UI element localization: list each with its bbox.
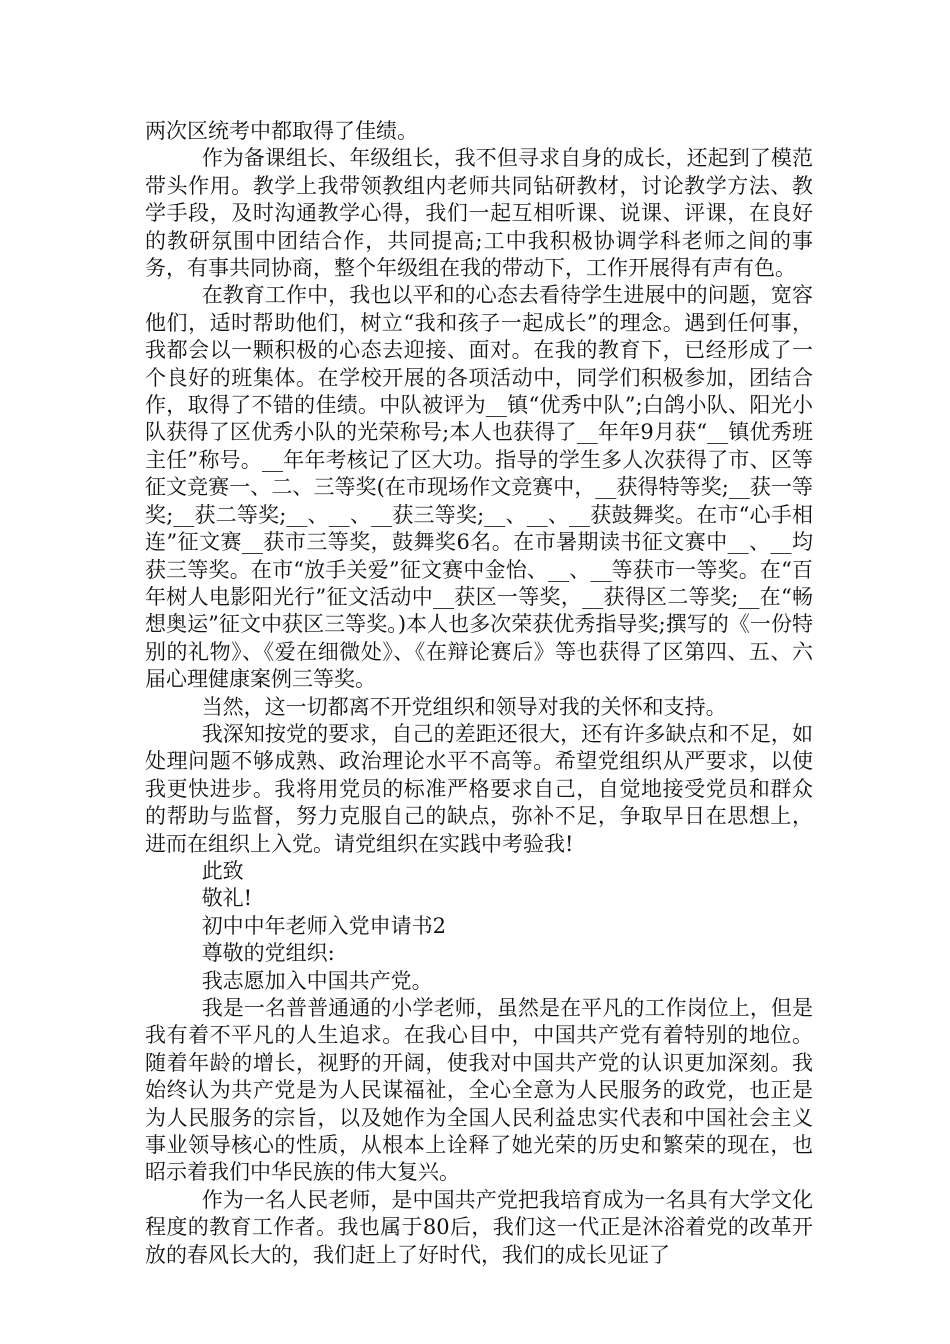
paragraph: 作为一名人民老师，是中国共产党把我培育成为一名具有大学文化程度的教育工作者。我也属于80后，我们这一代正是沐浴着党的改革开放的春风长大的，我们赶上了好时代，我们的成长见证了 [145,1187,813,1267]
paragraph: 我深知按党的要求，自己的差距还很大，还有许多缺点和不足，如处理问题不够成熟、政治理论水平不高等。希望党组织从严要求，以使我更快进步。我将用党员的标准严格要求自己，自觉地接受党员和群众的帮助与监督，努力克服自己的缺点，弥补不足，争取早日在思想上，进而在组织上入党。请党组织在实践中考验我! [145,721,813,856]
paragraph: 两次区统考中都取得了佳绩。 [145,119,418,143]
paragraph: 我是一名普普通通的小学老师，虽然是在平凡的工作岗位上，但是我有着不平凡的人生追求。在我心目中，中国共产党有着特别的地位。随着年龄的增长，视野的开阔，使我对中国共产党的认识更加深刻。我始终认为共产党是为人民谋福祉，全心全意为人民服务的政党，也正是为人民服务的宗旨，以及她作为全国人民利益忠实代表和中国社会主义事业领导核心的性质，从根本上诠释了她光荣的历史和繁荣的现在，也昭示着我们中华民族的伟大复兴。 [145,996,813,1185]
paragraph: 我志愿加入中国共产党。 [201,968,433,993]
paragraph: 当然，这一切都离不开党组织和领导对我的关怀和支持。 [201,694,727,719]
paragraph: 作为备课组长、年级组长，我不但寻求自身的成长，还起到了模范带头作用。教学上我带领教组内老师共同钻研教材，讨论教学方法、教学手段，及时沟通教学心得，我们一起互相听课、说课、评课，在良好的教研氛围中团结合作，共同提高;工中我积极协调学科老师之间的事务，有事共同协商，整个年级组在我的带动下，工作开展得有声有色。 [145,146,813,281]
document-page [145,118,813,1269]
section-title: 初中中年老师入党申请书2 [201,913,447,938]
greeting: 尊敬的党组织: [201,941,335,966]
closing-regards: 敬礼! [201,886,253,911]
closing-salutation: 此致 [201,858,244,883]
paragraph: 在教育工作中，我也以平和的心态去看待学生进展中的问题，宽容他们，适时帮助他们，树立“我和孩子一起成长”的理念。遇到任何事，我都会以一颗积极的心态去迎接、面对。在我的教育下，已经形成了一个良好的班集体。在学校开展的各项活动中，同学们积极参加，团结合作，取得了不错的佳绩。中队被评为__镇“优秀中队”;白鸽小队、阳光小队获得了区优秀小队的光荣称号;本人也获得了__年年9月获“__镇优秀班主任”称号。__年年考核记了区大功。指导的学生多人次获得了市、区等征文竞赛一、二、三等奖(在市现场作文竞赛中，__获得特等奖;__获一等奖;__获二等奖;__、__、__获三等奖;__、__、__获鼓舞奖。在市“心手相连”征文赛__获市三等奖，鼓舞奖6名。在市暑期读书征文赛中__、__均获三等奖。在市“放手关爱”征文赛中金怡、__、__等获市一等奖。在“百年树人电影阳光行”征文活动中__获区一等奖，__获得区二等奖;__在“畅想奥运”征文中获区三等奖。)本人也多次荣获优秀指导奖;撰写的《一份特别的礼物》、《爱在细微处》、《在辩论赛后》等也获得了区第四、五、六届心理健康案例三等奖。 [145,283,813,692]
